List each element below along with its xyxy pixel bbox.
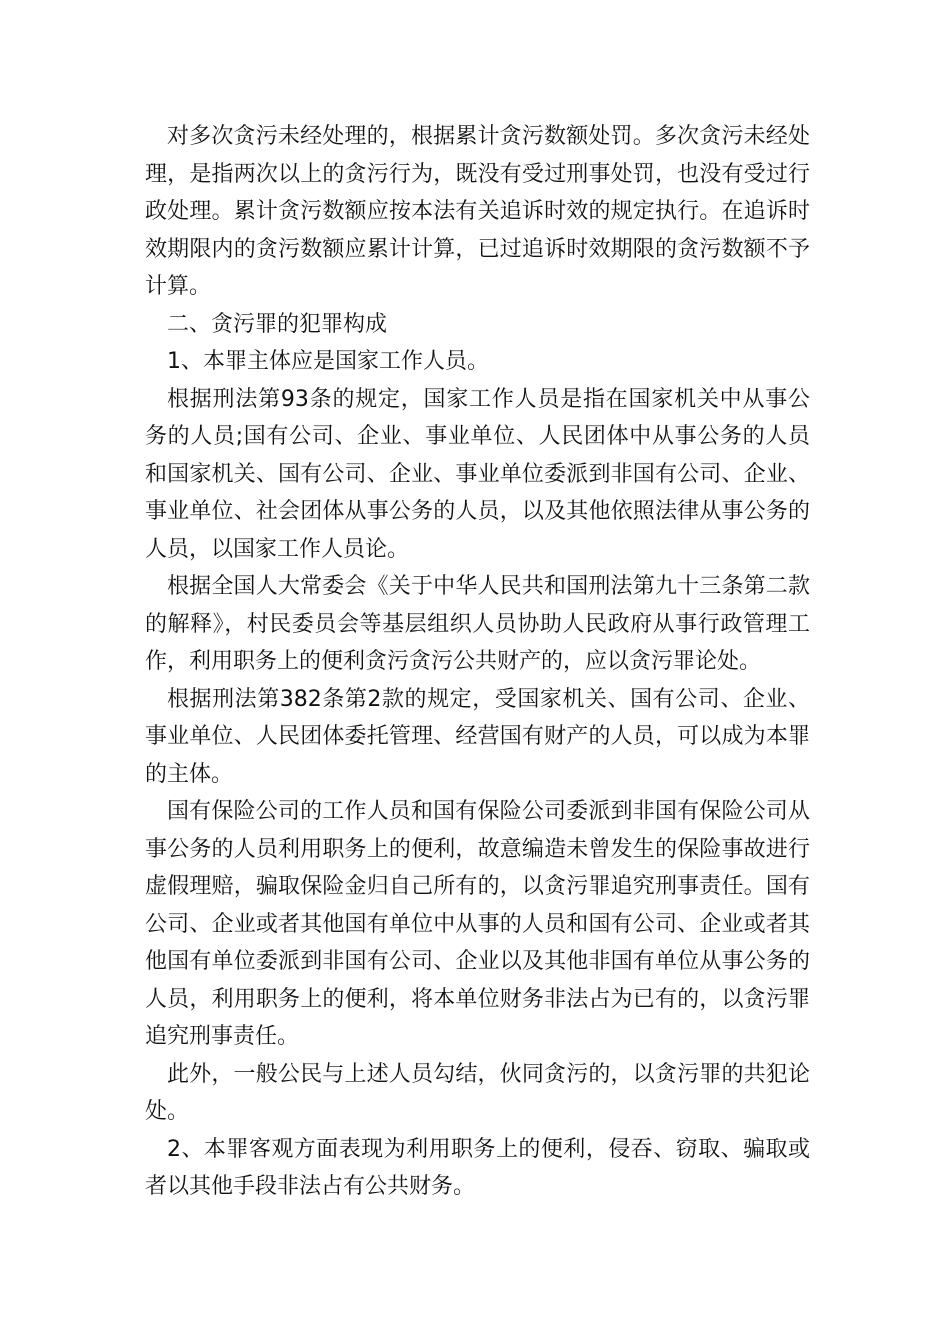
paragraph-accomplice: 此外，一般公民与上述人员勾结，伙同贪污的，以贪污罪的共犯论处。 <box>145 1061 810 1124</box>
paragraph-npc-interpretation: 根据全国人大常委会《关于中华人民共和国刑法第九十三条第二款的解释》，村民委员会等基层组织人员协助人民政府从事行政管理工作，利用职务上的便利贪污贪污公共财产的，应以贪污罪论处。 <box>145 574 810 674</box>
section-heading-crime-constitution: 二、贪污罪的犯罪构成 <box>167 311 388 337</box>
subheading-subject: 1、本罪主体应是国家工作人员。 <box>167 349 489 374</box>
paragraph-cumulative-amount: 对多次贪污未经处理的，根据累计贪污数额处罚。多次贪污未经处理，是指两次以上的贪污行为，既没有受过刑事处罚，也没有受过行政处理。累计贪污数额应按本法有关追诉时效的规定执行。在追诉时效期限内的贪污数额应累计计算，已过追诉时效期限的贪污数额不予计算。 <box>145 124 810 299</box>
paragraph-article-93: 根据刑法第93条的规定，国家工作人员是指在国家机关中从事公务的人员;国有公司、企业、事业单位、人民团体中从事公务的人员和国家机关、国有公司、企业、事业单位委派到非国有公司、企业、事业单位、社会团体从事公务的人员，以及其他依照法律从事公务的人员，以国家工作人员论。 <box>145 386 810 562</box>
subheading-objective-aspect: 2、本罪客观方面表现为利用职务上的便利，侵吞、窃取、骗取或者以其他手段非法占有公共财务。 <box>145 1136 810 1199</box>
paragraph-state-insurance: 国有保险公司的工作人员和国有保险公司委派到非国有保险公司从事公务的人员利用职务上的便利，故意编造未曾发生的保险事故进行虚假理赔，骗取保险金归自己所有的，以贪污罪追究刑事责任。国有公司、企业或者其他国有单位中从事的人员和国有公司、企业或者其他国有单位委派到非国有公司、企业以及其他非国有单位从事公务的人员，利用职务上的便利，将本单位财务非法占为已有的，以贪污罪追究刑事责任。 <box>145 799 810 1049</box>
document-body <box>145 118 810 1206</box>
paragraph-article-382: 根据刑法第382条第2款的规定，受国家机关、国有公司、企业、事业单位、人民团体委托管理、经营国有财产的人员，可以成为本罪的主体。 <box>145 686 810 787</box>
